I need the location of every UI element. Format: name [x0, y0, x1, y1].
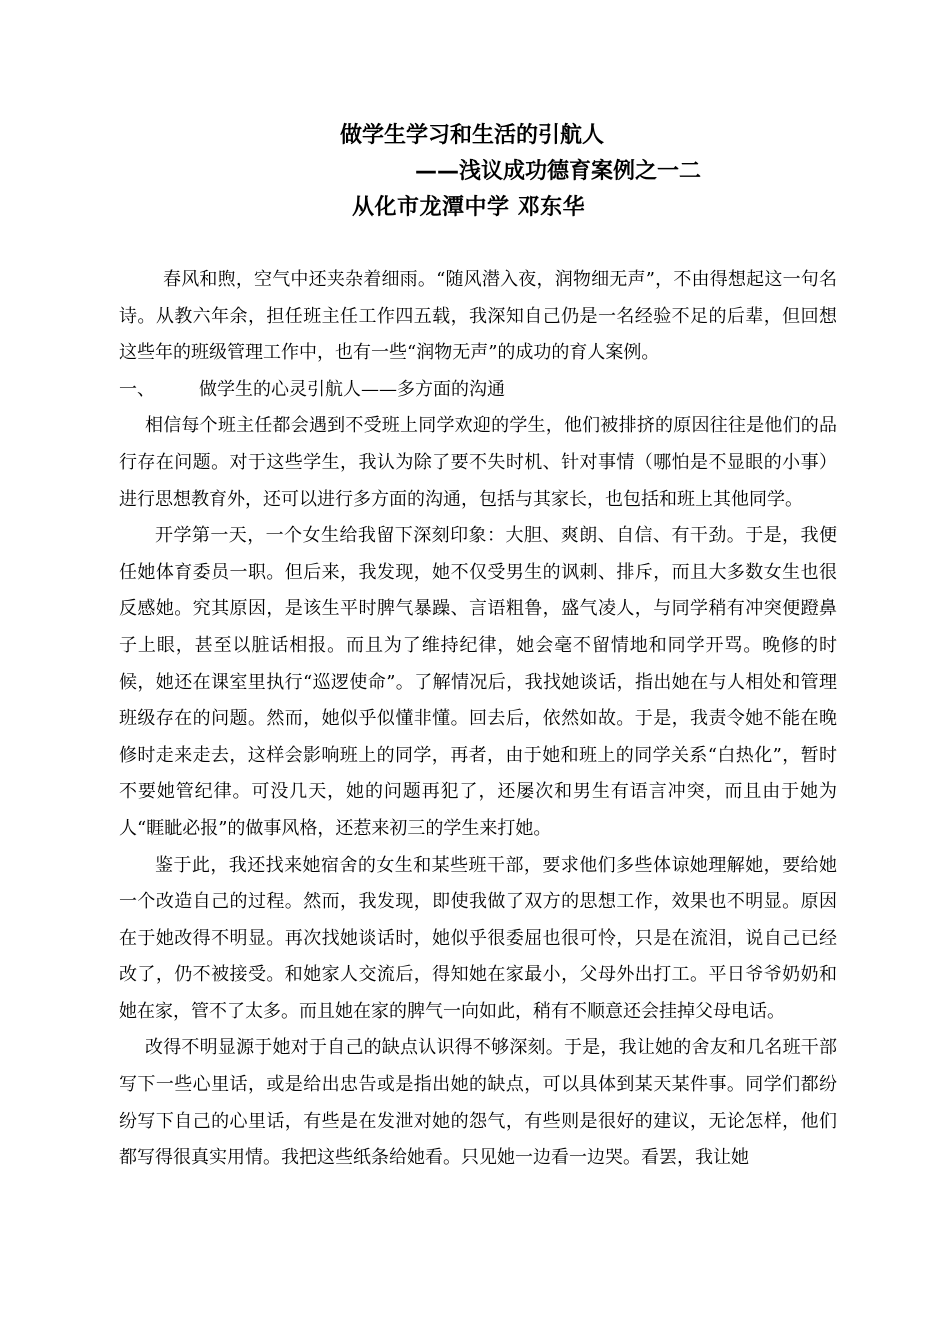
paragraph-intro: 春风和煦，空气中还夹杂着细雨。“随风潜入夜，润物细无声”，不由得想起这一句名诗。从教六年余，担任班主任工作四五载，我深知自己仍是一名经验不足的后辈，但回想这些年的班级管理工作中，也有一些“润物无声”的成功的育人案例。 [119, 269, 837, 364]
section-heading [119, 372, 837, 409]
document-title: 做学生学习和生活的引航人 [340, 123, 605, 148]
paragraph: 改得不明显源于她对于自己的缺点认识得不够深刻。于是，我让她的舍友和几名班干部写下一些心里话，或是给出忠告或是指出她的缺点，可以具体到某天某件事。同学们都纷纷写下自己的心里话，有些是在发泄对她的怨气，有些则是很好的建议，无论怎样，他们都写得很真实用情。我把这些纸条给她看。只见她一边看一边哭。看罢，我让她 [119, 1037, 837, 1169]
paragraph: 鉴于此，我还找来她宿舍的女生和某些班干部，要求他们多些体谅她理解她，要给她一个改造自己的过程。然而，我发现，即使我做了双方的思想工作，效果也不明显。原因在于她改得不明显。再次找她谈话时，她似乎很委屈也很可怜，只是在流泪，说自己已经改了，仍不被接受。和她家人交流后，得知她在家最小，父母外出打工。平日爷爷奶奶和她在家，管不了太多。而且她在家的脾气一向如此，稍有不顺意还会挂掉父母电话。 [119, 854, 837, 1022]
author-line: 从化市龙潭中学 邓东华 [352, 195, 586, 220]
section-heading-number: 一、 [119, 378, 155, 400]
document-body [119, 262, 837, 1177]
document-subtitle: ——浅议成功德育案例之一二 [415, 159, 702, 184]
section-heading-text: 做学生的心灵引航人——多方面的沟通 [199, 378, 505, 400]
paragraph: 相信每个班主任都会遇到不受班上同学欢迎的学生，他们被排挤的原因往往是他们的品行存在问题。对于这些学生，我认为除了要不失时机、针对事情（哪怕是不显眼的小事）进行思想教育外，还可以进行多方面的沟通，包括与其家长，也包括和班上其他同学。 [119, 415, 837, 510]
paragraph: 开学第一天，一个女生给我留下深刻印象：大胆、爽朗、自信、有干劲。于是，我便任她体育委员一职。但后来，我发现，她不仅受男生的讽刺、排斥，而且大多数女生也很反感她。究其原因，是该生平时脾气暴躁、言语粗鲁，盛气凌人，与同学稍有冲突便蹬鼻子上眼，甚至以脏话相报。而且为了维持纪律，她会毫不留情地和同学开骂。晚修的时候，她还在课室里执行“巡逻使命”。了解情况后，我找她谈话，指出她在与人相处和管理班级存在的问题。然而，她似乎似懂非懂。回去后，依然如故。于是，我责令她不能在晚修时走来走去，这样会影响班上的同学，再者，由于她和班上的同学关系“白热化”，暂时不要她管纪律。可没几天，她的问题再犯了，还屡次和男生有语言冲突，而且由于她为人“睚眦必报”的做事风格，还惹来初三的学生来打她。 [119, 525, 837, 839]
